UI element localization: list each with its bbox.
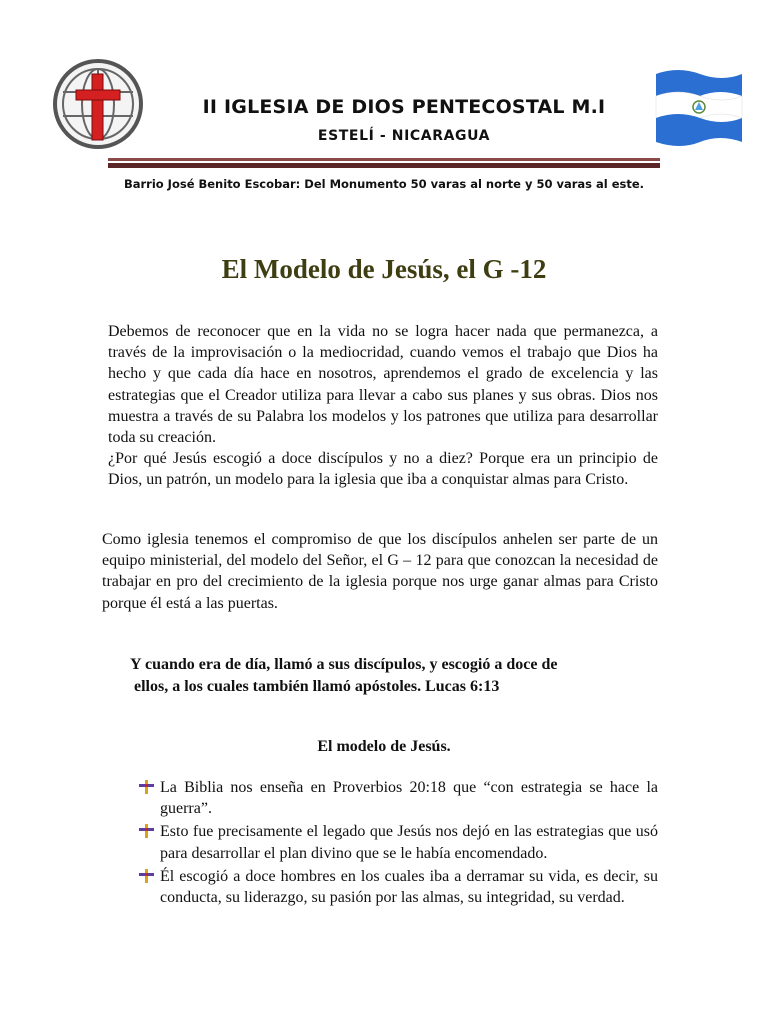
church-name: II IGLESIA DE DIOS PENTECOSTAL M.I [202, 96, 606, 118]
intro-paragraph-text: Debemos de reconocer que en la vida no se logra hacer nada que permanezca, a través de la improvisación o la mediocridad, cuando vemos el trabajo que Dios ha hecho y que cada día hace en nosotros, aprendemos el grado de excelencia y las estrategias que el Creador utiliza para llevar a cabo sus planes y sus obras. Dios nos muestra a través de su Palabra los modelos y los patrones que utiliza para desarrollar toda su creación. [108, 323, 658, 447]
bible-verse [130, 654, 658, 697]
list-item-text: Él escogió a doce hombres en los cuales iba a derramar su vida, es decir, su conducta, su liderazgo, su pasión por las almas, su integridad, su verdad. [160, 867, 658, 907]
verse-line-2: ellos, a los cuales también llamó apóstoles. Lucas 6:13 [134, 677, 500, 695]
church-globe-cross-logo [52, 58, 144, 150]
commitment-paragraph: Como iglesia tenemos el compromiso de que los discípulos anhelen ser parte de un equipo ministerial, del modelo del Señor, el G – 12 para que conozcan la necesidad de trabajar en pro del crecimiento de la iglesia porque nos urge ganar almas para Cristo porque él está a las puertas. [102, 531, 658, 612]
verse-line-1: Y cuando era de día, llamó a sus discípulos, y escogió a doce de [130, 656, 558, 673]
cross-bullet-icon [138, 869, 154, 883]
page-title: El Modelo de Jesús, el G -12 [221, 254, 547, 284]
intro-paragraph [108, 321, 658, 491]
section-heading: El modelo de Jesús. [317, 738, 451, 755]
church-address: Barrio José Benito Escobar: Del Monumento 50 varas al norte y 50 varas al este. [123, 177, 645, 191]
header-divider-top [108, 158, 660, 161]
list-item [138, 821, 658, 863]
list-item-text: La Biblia nos enseña en Proverbios 20:18 que “con estrategia se hace la guerra”. [160, 779, 658, 818]
list-item [138, 777, 658, 819]
nicaragua-flag-icon [652, 66, 744, 148]
list-item-text: Esto fue precisamente el legado que Jesús nos dejó en las estrategias que usó para desarrollar el plan divino que se le había encomendado. [160, 823, 658, 862]
bullet-list [138, 777, 658, 908]
cross-bullet-icon [138, 824, 154, 838]
cross-bullet-icon [138, 780, 154, 794]
church-location: ESTELÍ - NICARAGUA [317, 128, 491, 144]
list-item [138, 866, 658, 908]
intro-question-text: ¿Por qué Jesús escogió a doce discípulos y no a diez? Porque era un principio de Dios, un patrón, un modelo para la iglesia que iba a conquistar almas para Cristo. [108, 450, 658, 489]
header-divider-bottom [108, 163, 660, 168]
